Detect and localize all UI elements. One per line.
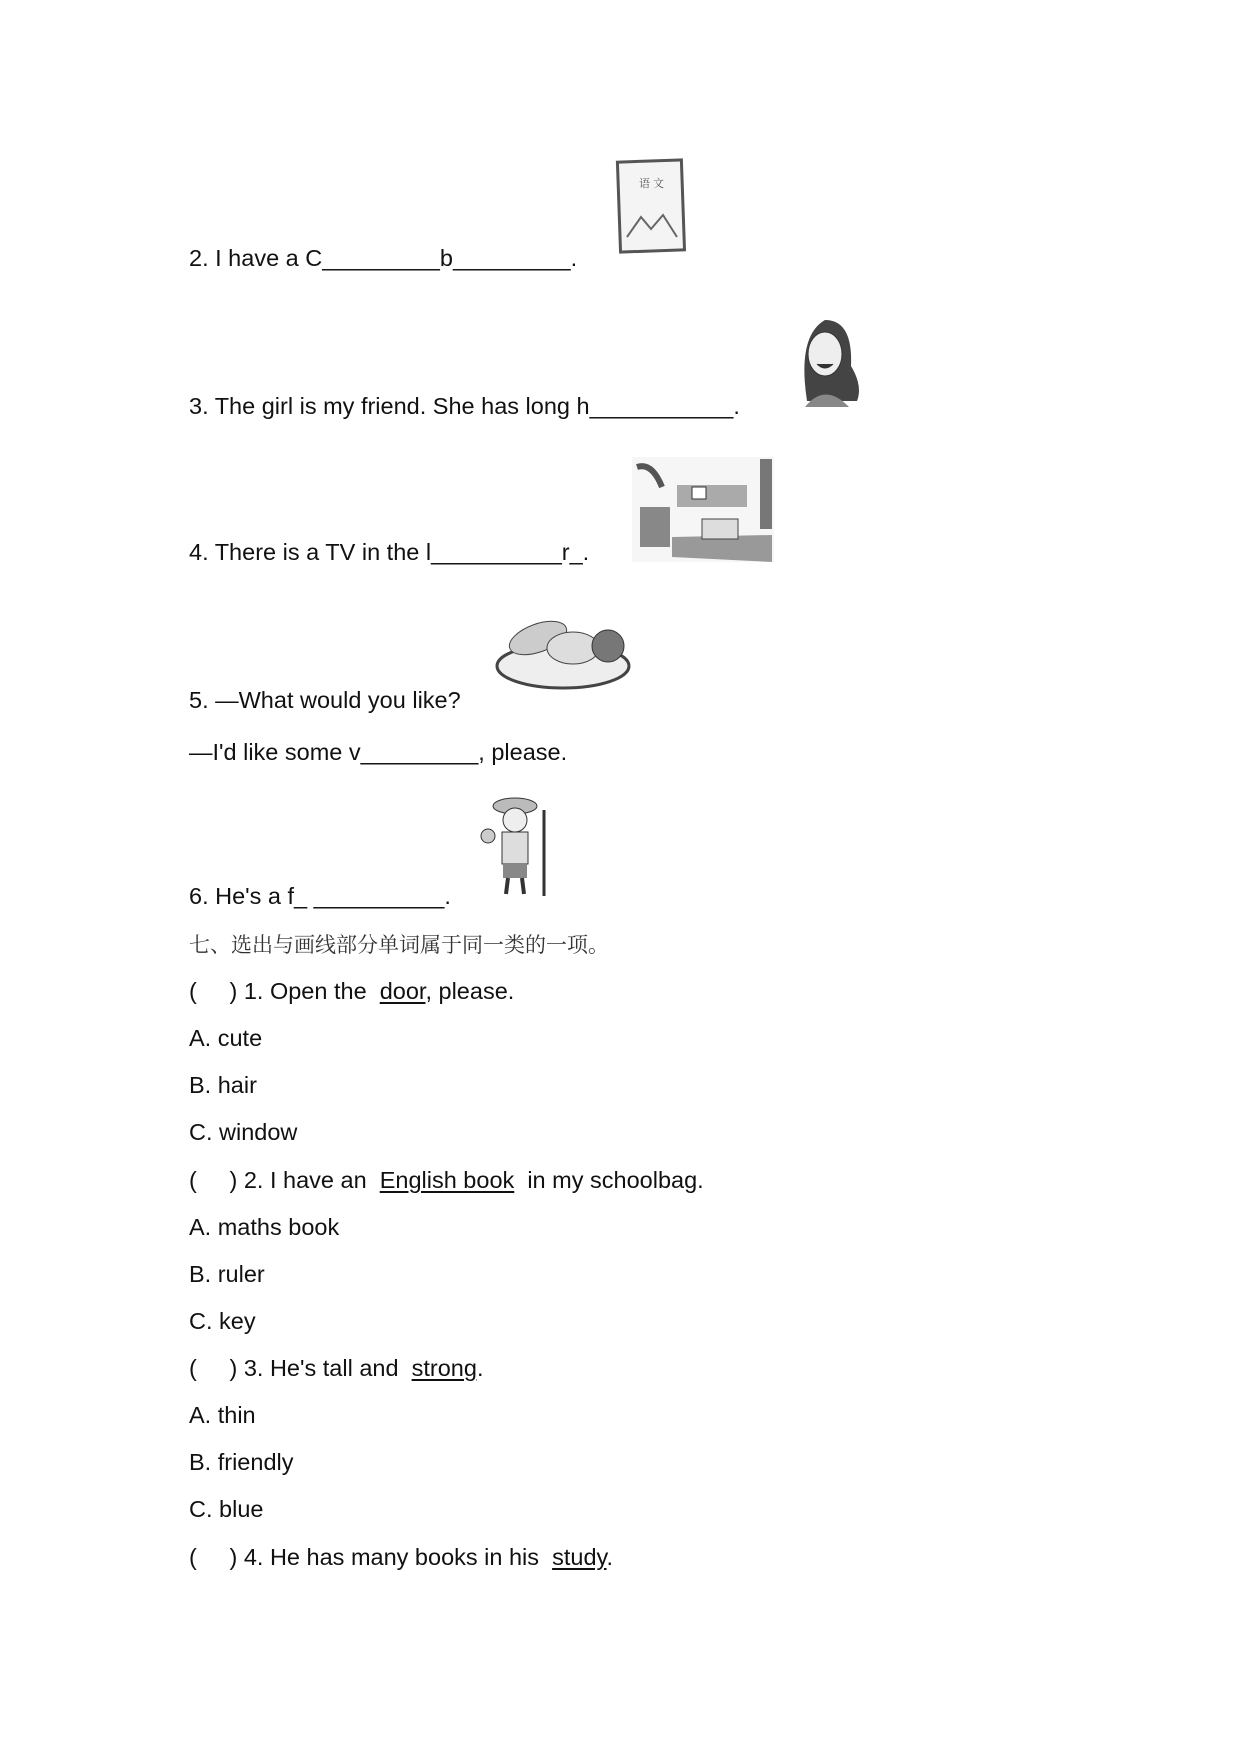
farmer-icon (470, 790, 562, 900)
question-text: , please. (425, 978, 515, 1004)
question-text: ( ) 1. Open the (189, 978, 380, 1004)
fill-in-5-question: 5. —What would you like? (189, 687, 461, 713)
question-1 (189, 977, 514, 1005)
question-4 (189, 1543, 613, 1571)
question-text: ( ) 2. I have an (189, 1167, 380, 1193)
option-c: C. key (189, 1308, 256, 1334)
option-a: A. maths book (189, 1214, 340, 1240)
question-text: . (476, 1355, 484, 1381)
underlined-word: English book (379, 1167, 515, 1193)
vegetables-plate-icon (493, 596, 633, 693)
girl-icon (787, 306, 865, 407)
svg-text:语 文: 语 文 (639, 178, 665, 190)
option-a: A. cute (189, 1025, 263, 1051)
underlined-word: strong (411, 1355, 477, 1381)
question-text: in my schoolbag. (514, 1167, 704, 1193)
fill-in-3: 3. The girl is my friend. She has long h___________. (189, 393, 740, 419)
question-text: ( ) 3. He's tall and (189, 1355, 412, 1381)
question-text: ( ) 4. He has many books in his (189, 1544, 553, 1570)
underlined-word: door (379, 978, 426, 1004)
fill-in-4: 4. There is a TV in the l__________r_. (189, 539, 590, 565)
option-c: C. blue (189, 1496, 264, 1522)
option-c: C. window (189, 1119, 298, 1145)
option-a: A. thin (189, 1402, 256, 1428)
question-3 (189, 1354, 483, 1382)
option-b: B. hair (189, 1072, 257, 1098)
underlined-word: study (552, 1544, 607, 1570)
fill-in-6: 6. He's a f_ __________. (189, 883, 451, 909)
option-b: B. friendly (189, 1449, 294, 1475)
chinese-book-icon (613, 157, 689, 256)
question-text: . (606, 1544, 614, 1570)
living-room-icon (632, 457, 774, 562)
section-7-heading: 七、选出与画线部分单词属于同一类的一项。 (189, 933, 609, 957)
fill-in-2: 2. I have a C_________b_________. (189, 245, 578, 271)
fill-in-5-answer: —I'd like some v_________, please. (189, 739, 568, 765)
option-b: B. ruler (189, 1261, 265, 1287)
question-2 (189, 1166, 704, 1194)
